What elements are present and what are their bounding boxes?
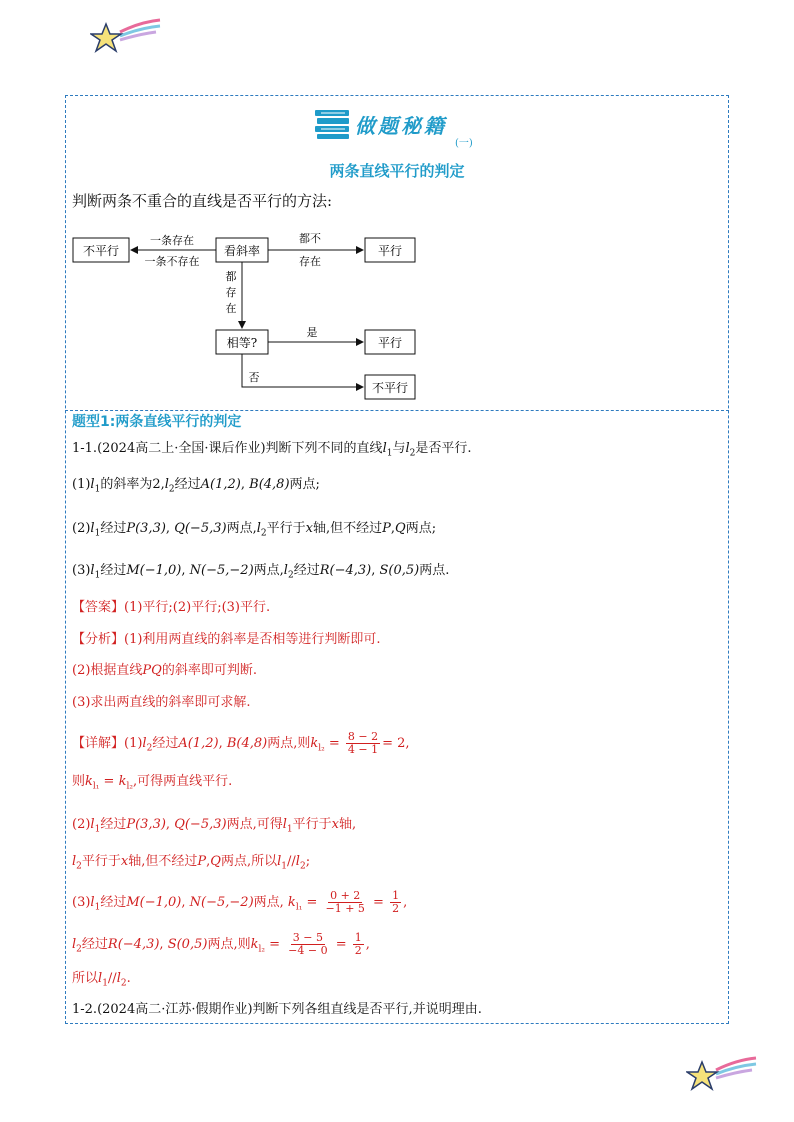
- detail-line-7: 所以$l_1//l_2$.: [72, 971, 131, 989]
- edge-label-no: 否: [248, 371, 260, 384]
- banner-subtitle: (一): [455, 138, 473, 149]
- detail-line-3: $(2)l_1$经过P(3,3), Q(−5,3)两点,可得$l_1$平行于x轴,: [72, 817, 357, 835]
- q1-part3: $(3)l_1$经过M(−1,0), N(−5,−2)两点$,l_2$经过R(−4,3), S(0,5)两点.: [72, 563, 450, 581]
- node-parallel-mid-label: 平行: [377, 336, 403, 350]
- banner-title: 做题秘籍: [355, 113, 447, 138]
- edge-label-one-not-exists: 一条不存在: [144, 255, 200, 268]
- q1-part2: $(2)l_1$经过P(3,3), Q(−5,3)两点$,l_2$平行于x轴,但不经过P,Q两点;: [72, 521, 437, 539]
- edge-label-one-exists: 一条存在: [150, 234, 194, 247]
- shooting-star-icon: [686, 1056, 758, 1096]
- analysis-line-2: (2)根据直线PQ的斜率即可判断.: [72, 663, 257, 678]
- section-title: 两条直线平行的判定: [329, 162, 465, 180]
- edge-label-all: 都: [225, 270, 237, 283]
- edge-label-both-not: 都不: [299, 232, 321, 245]
- edge-label-exist: 存在: [299, 255, 321, 268]
- detail-line-2: 则$k_{l_1} = k_{l_2}$,可得两直线平行.: [72, 774, 233, 792]
- q1-stem: 1-1.(2024高二上·全国·课后作业)判断下列不同的直线$l_1$与$l_2$是否平行.: [72, 441, 472, 459]
- detail-line-5: $(3)l_1$经过M(−1,0), N(−5,−2)两点, $k_{l_1}$ = $\frac{0 + 2}{-1 + 5}$ = $\frac{1}{2}$ ,: [72, 889, 408, 915]
- banner: [313, 108, 447, 140]
- q2-stem: 1-2.(2024高二·江苏·假期作业)判断下列各组直线是否平行,并说明理由.: [72, 1002, 482, 1017]
- section-divider: [65, 410, 729, 411]
- detail-line-1: 【详解】$(1)l_2$经过A(1,2), B(4,8)两点,则$k_{l_2}$ = $\frac{8 - 2}{4 - 1}$ = 2,: [72, 730, 410, 756]
- node-parallel-top-label: 平行: [377, 244, 403, 258]
- detail-line-6: $l_2$经过R(−4,3), S(0,5)两点,则$k_{l_2}$ = $\frac{3 - 5}{-4 - 0}$ = $\frac{1}{2}$ ,: [72, 931, 370, 957]
- question-type-title: 题型1:两条直线平行的判定: [72, 414, 242, 430]
- analysis-line-1: 【分析】(1)利用两直线的斜率是否相等进行判断即可.: [72, 632, 381, 647]
- edge-label-yes: 是: [306, 326, 318, 339]
- answer-line: 【答案】(1)平行;(2)平行;(3)平行.: [72, 600, 271, 615]
- edge-label-exist-2: 存: [225, 286, 237, 299]
- intro-text: 判断两条不重合的直线是否平行的方法:: [72, 192, 333, 210]
- shooting-star-icon: [90, 18, 162, 58]
- books-icon: [313, 108, 351, 140]
- flowchart: [70, 225, 430, 405]
- node-check-slope-label: 看斜率: [223, 244, 261, 258]
- analysis-line-3: (3)求出两直线的斜率即可求解.: [72, 695, 251, 710]
- q1-part1: $(1)l_1$的斜率为$2,l_2$经过A(1,2), B(4,8)两点;: [72, 477, 320, 495]
- detail-line-4: $l_2$平行于x轴,但不经过P,Q两点,所以$l_1//l_2$;: [72, 854, 311, 872]
- node-equal-question-label: 相等?: [226, 336, 258, 350]
- arrow-no: [242, 354, 363, 387]
- edge-label-in: 在: [225, 302, 237, 315]
- node-not-parallel-left-label: 不平行: [82, 244, 120, 258]
- node-not-parallel-bottom-label: 不平行: [371, 381, 409, 395]
